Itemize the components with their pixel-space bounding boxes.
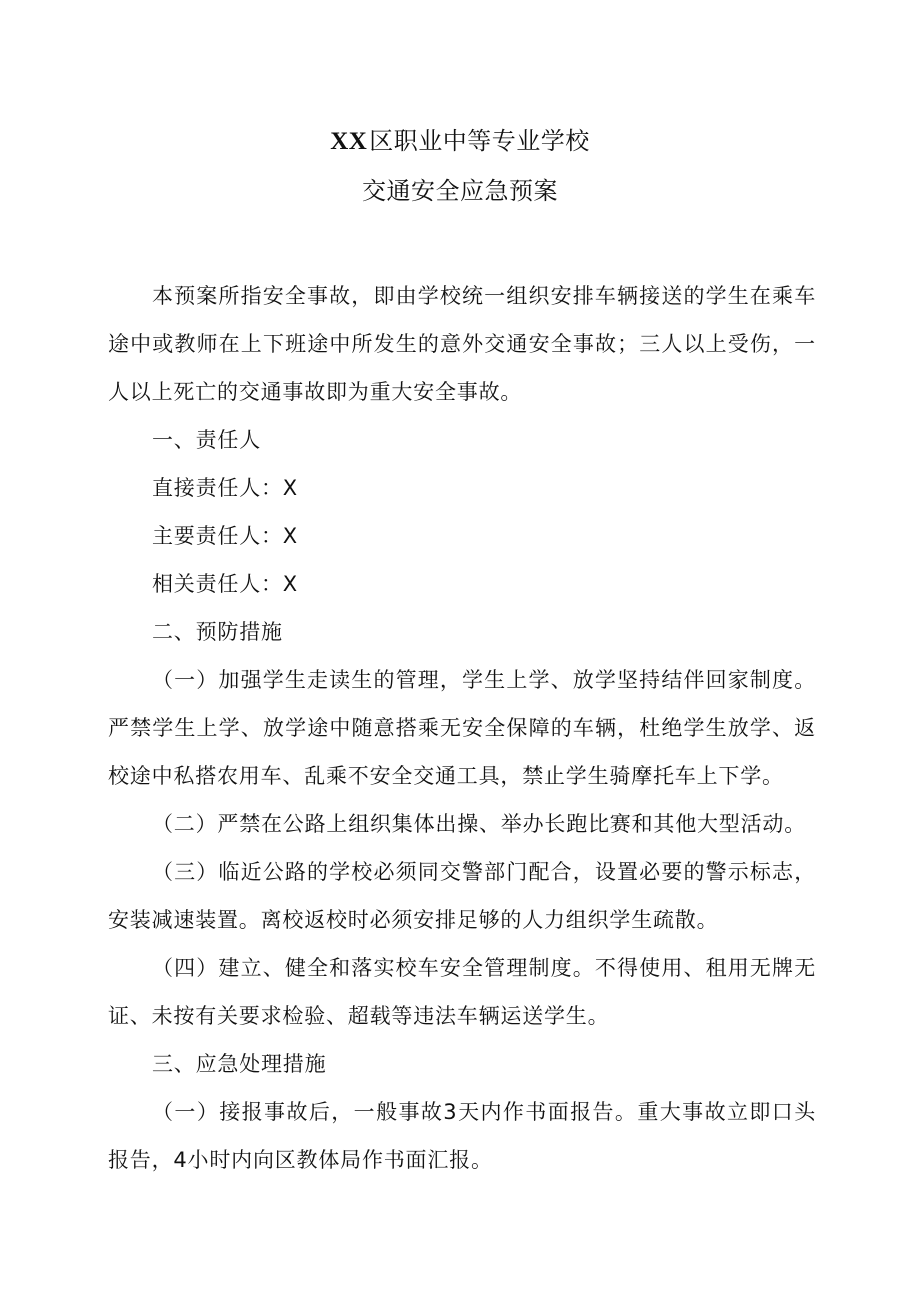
document-title-line-2: 交通安全应急预案 xyxy=(362,177,558,205)
document-title-line-1 xyxy=(0,126,920,157)
prevention-measure-3: （三）临近公路的学校必须同交警部门配合，设置必要的警示标志，安装减速装置。离校返校时必须安排足够的人力组织学生疏散。 xyxy=(108,860,816,932)
intro-paragraph: 本预案所指安全事故，即由学校统一组织安排车辆接送的学生在乘车途中或教师在上下班途中所发生的意外交通安全事故；三人以上受伤，一人以上死亡的交通事故即为重大安全事故。 xyxy=(108,284,816,404)
responsible-persons-heading: 一、责任人 xyxy=(152,428,261,452)
direct-responsible-person: 直接责任人：X xyxy=(152,476,298,500)
prevention-measure-2: （二）严禁在公路上组织集体出操、举办长跑比赛和其他大型活动。 xyxy=(152,812,806,836)
emergency-measure-1: （一）接报事故后，一般事故3天内作书面报告。重大事故立即口头报告，4小时内向区教体局作书面汇报。 xyxy=(108,1100,816,1172)
prevention-measure-4: （四）建立、健全和落实校车安全管理制度。不得使用、租用无牌无证、未按有关要求检验、超载等违法车辆运送学生。 xyxy=(108,956,816,1028)
school-name: 区职业中等专业学校 xyxy=(369,127,590,155)
document-body xyxy=(108,272,816,1184)
emergency-measures-heading: 三、应急处理措施 xyxy=(152,1052,327,1076)
prevention-measures-heading: 二、预防措施 xyxy=(152,620,283,644)
prevention-measure-1: （一）加强学生走读生的管理，学生上学、放学坚持结伴回家制度。严禁学生上学、放学途中随意搭乘无安全保障的车辆，杜绝学生放学、返校途中私搭农用车、乱乘不安全交通工具，禁止学生骑摩托车上下学。 xyxy=(108,668,816,788)
main-responsible-person: 主要责任人：X xyxy=(152,524,298,548)
related-responsible-person: 相关责任人：X xyxy=(152,572,298,596)
school-code: XX xyxy=(330,128,368,155)
